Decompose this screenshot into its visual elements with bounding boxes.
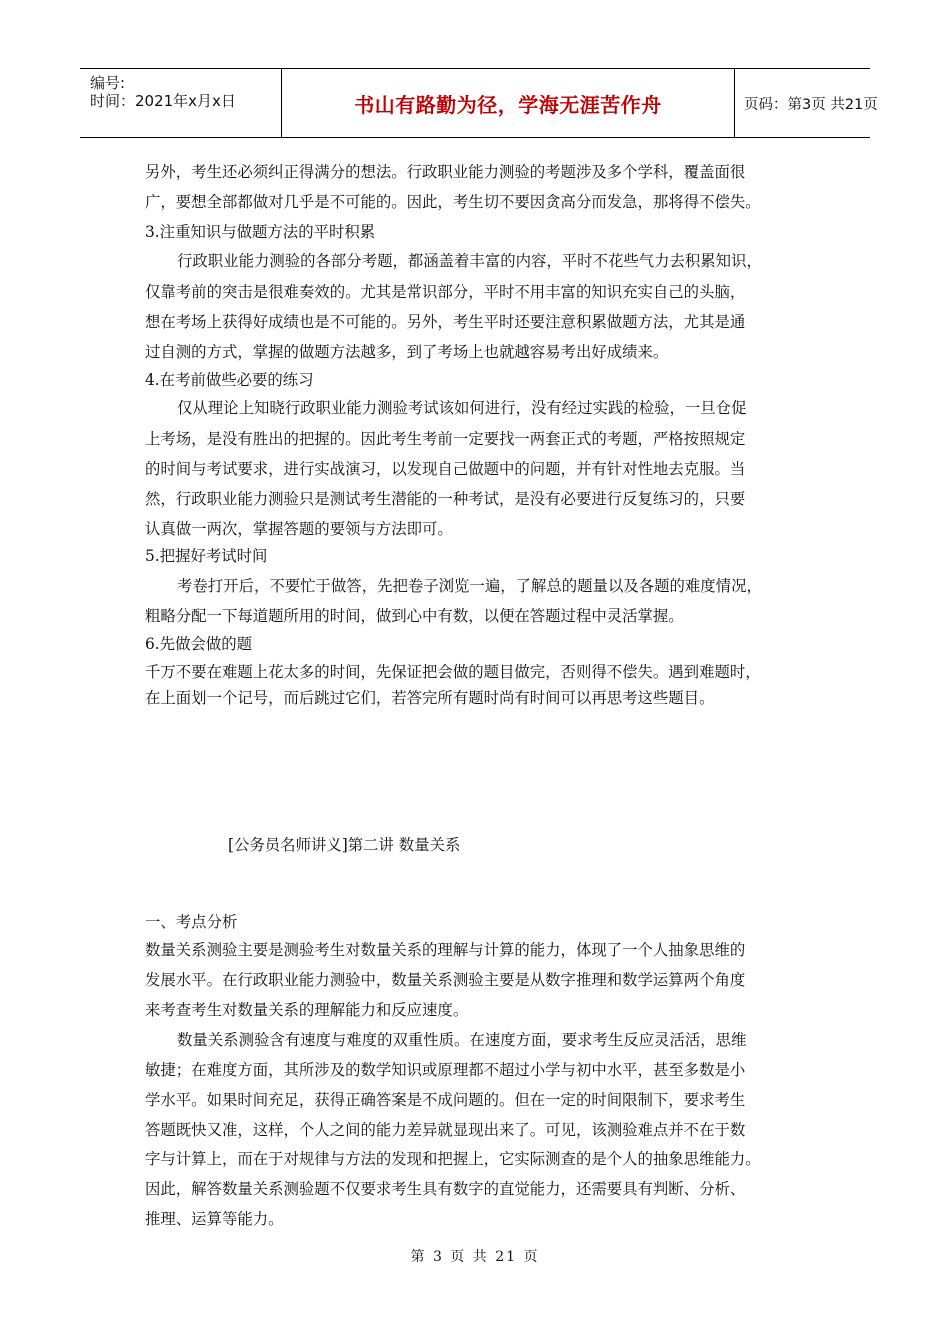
- header-motto-cell: [281, 69, 735, 137]
- page-footer: 第 3 页 共 21 页: [410, 1249, 540, 1265]
- body-line: 因此，解答数量关系测验题不仅要求考生具有数字的直觉能力，还需要具有判断、分析、: [145, 1180, 746, 1198]
- body-line: 认真做一两次，掌握答题的要领与方法即可。: [145, 520, 453, 538]
- body-line: 然，行政职业能力测验只是测试考生潜能的一种考试，是没有必要进行反复练习的，只要: [145, 490, 746, 508]
- body-line: 行政职业能力测验的各部分考题，都涵盖着丰富的内容，平时不花些气力去积累知识，: [177, 252, 762, 270]
- body-line: 粗略分配一下每道题所用的时间，做到心中有数，以便在答题过程中灵活掌握。: [145, 607, 684, 625]
- body-line: 广，要想全部都做对几乎是不可能的。因此，考生切不要因贪高分而发急，那将得不偿失。: [145, 193, 761, 211]
- body-line: 推理、运算等能力。: [145, 1210, 284, 1228]
- body-line: 发展水平。在行政职业能力测验中，数量关系测验主要是从数字推理和数学运算两个角度: [145, 971, 746, 989]
- body-line: 敏捷；在难度方面，其所涉及的数学知识或原理都不超过小学与初中水平，甚至多数是小: [145, 1061, 746, 1079]
- body-line: 千万不要在难题上花太多的时间，先保证把会做的题目做完，否则得不偿失。遇到难题时，: [145, 663, 761, 681]
- body-line: 学水平。如果时间充足，获得正确答案是不成问题的。但在一定的时间限制下，要求考生: [145, 1091, 746, 1109]
- page-info: 页码：第3页 共21页: [744, 96, 878, 113]
- body-line: 仅靠考前的突击是很难奏效的。尤其是常识部分，平时不用丰富的知识充实自己的头脑，: [145, 283, 746, 301]
- body-line: 答题既快又准，这样，个人之间的能力差异就显现出来了。可见，该测验难点并不在于数: [145, 1121, 746, 1139]
- motto-text: 书山有路勤为径，学海无涯苦作舟: [354, 92, 662, 117]
- header-table: [80, 68, 878, 138]
- body-line: 字与计算上，而在于对规律与方法的发现和把握上，它实际测查的是个人的抽象思维能力。: [145, 1150, 761, 1168]
- body-line: 在上面划一个记号，而后跳过它们，若答完所有题时尚有时间可以再思考这些题目。: [145, 689, 715, 707]
- header-meta-cell: [80, 69, 281, 137]
- section-heading: 一、考点分析: [145, 913, 238, 931]
- section-heading: 4.在考前做些必要的练习: [145, 371, 314, 389]
- section-heading: 5.把握好考试时间: [145, 547, 268, 565]
- body-line: 来考查考生对数量关系的理解能力和反应速度。: [145, 1001, 469, 1019]
- lecture-title: [公务员名师讲义]第二讲 数量关系: [228, 836, 461, 854]
- body-line: 过自测的方式，掌握的做题方法越多，到了考场上也就越容易考出好成绩来。: [145, 343, 669, 361]
- section-heading: 6.先做会做的题: [145, 635, 253, 653]
- time-label: 时间：2021年x月x日: [90, 92, 236, 110]
- body-line: 考卷打开后，不要忙于做答，先把卷子浏览一遍，了解总的题量以及各题的难度情况，: [177, 577, 762, 595]
- body-line: 上考场，是没有胜出的把握的。因此考生考前一定要找一两套正式的考题，严格按照规定: [145, 430, 746, 448]
- body-line: 数量关系测验含有速度与难度的双重性质。在速度方面，要求考生反应灵活活，思维: [177, 1031, 747, 1049]
- body-line: 仅从理论上知晓行政职业能力测验考试该如何进行，没有经过实践的检验，一旦仓促: [177, 399, 747, 417]
- section-heading: 3.注重知识与做题方法的平时积累: [145, 223, 376, 241]
- body-line: 数量关系测验主要是测验考生对数量关系的理解与计算的能力，体现了一个人抽象思维的: [145, 941, 746, 959]
- body-line: 另外，考生还必须纠正得满分的想法。行政职业能力测验的考题涉及多个学科，覆盖面很: [145, 163, 746, 181]
- body-line: 的时间与考试要求，进行实战演习，以发现自己做题中的问题，并有针对性地去克服。当: [145, 460, 746, 478]
- number-label: 编号:: [90, 74, 126, 92]
- body-line: 想在考场上获得好成绩也是不可能的。另外，考生平时还要注意积累做题方法，尤其是通: [145, 313, 746, 331]
